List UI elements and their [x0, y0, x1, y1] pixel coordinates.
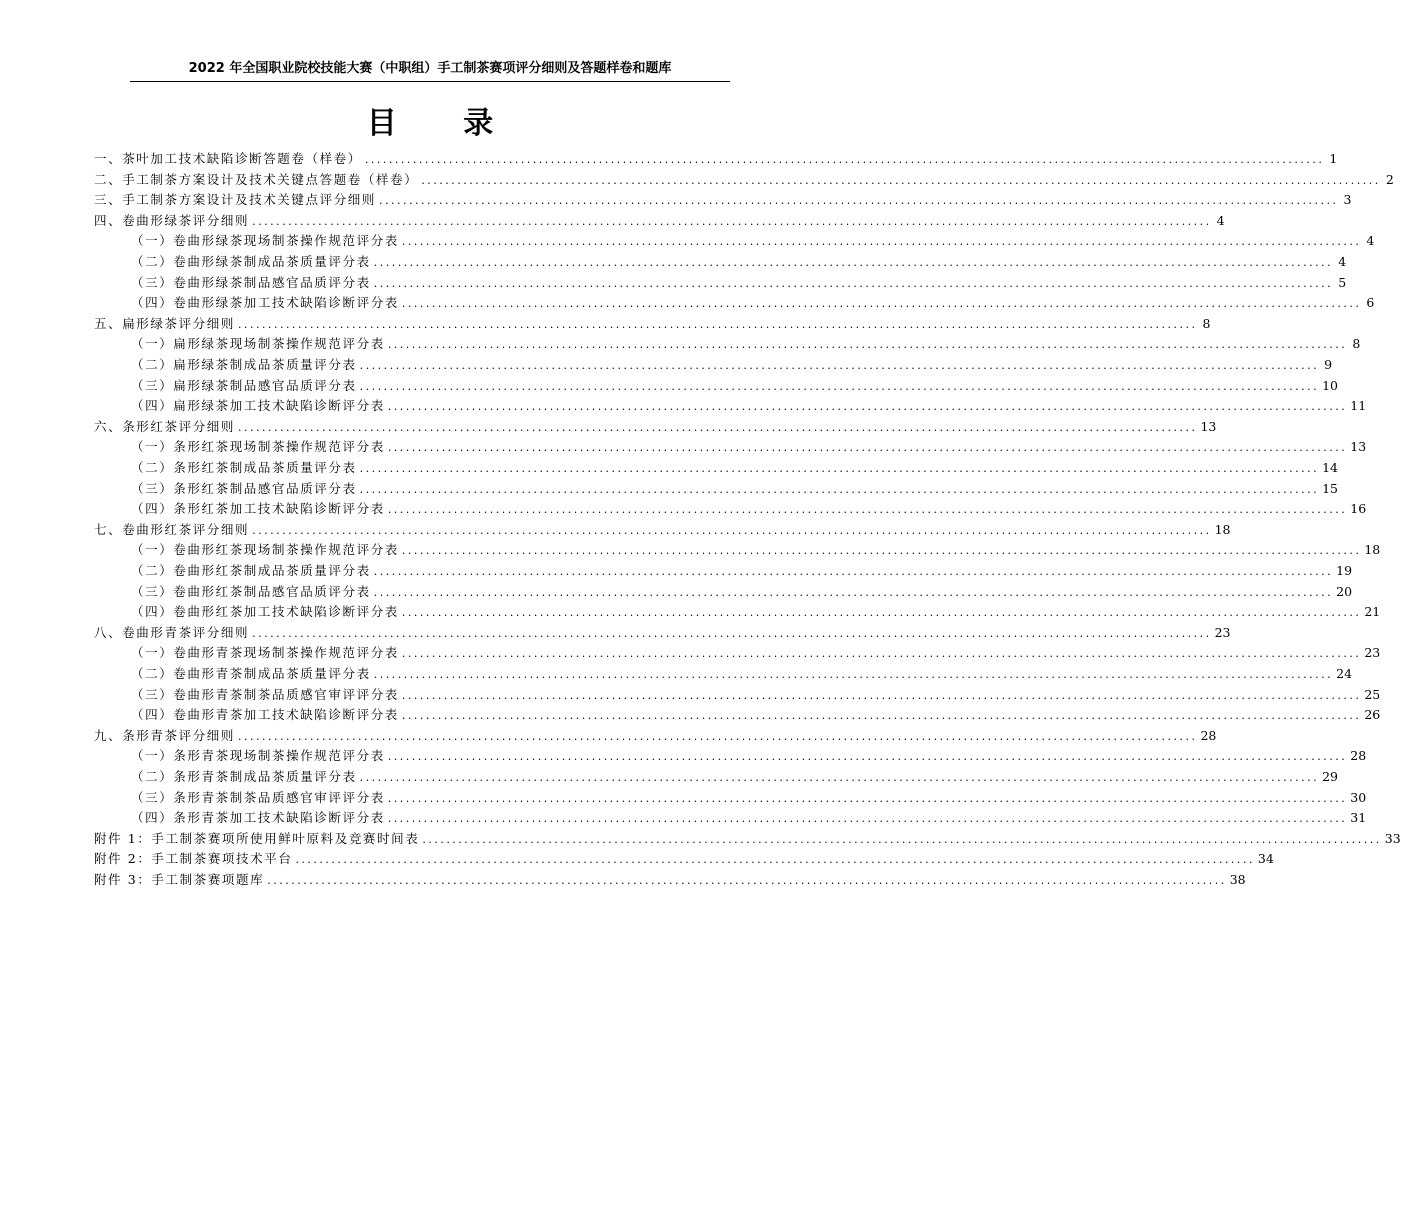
toc-entry-page-number: 5 — [1338, 274, 1347, 290]
toc-dot-leader: ................................................................................................................................................................ — [401, 297, 1362, 311]
toc-dot-leader: ................................................................................................................................................................ — [401, 235, 1362, 249]
toc-entry-page-number: 16 — [1350, 501, 1367, 517]
toc-entry-text: （四）扁形绿茶加工技术缺陷诊断评分表 — [131, 398, 385, 414]
toc-dot-leader: ................................................................................................................................................................ — [252, 523, 1212, 537]
toc-entry-text: （一）扁形绿茶现场制茶操作规范评分表 — [131, 336, 385, 352]
toc-entry-page-number: 33 — [1384, 830, 1401, 846]
toc-entry-text: （一）卷曲形绿茶现场制茶操作规范评分表 — [131, 233, 399, 249]
toc-entry-page-number: 8 — [1352, 336, 1361, 352]
toc-entry[interactable] — [131, 539, 1381, 559]
toc-entry[interactable] — [131, 807, 1367, 827]
toc-entry-text: （一）条形青茶现场制茶操作规范评分表 — [131, 748, 385, 764]
toc-dot-leader: ................................................................................................................................................................ — [387, 812, 1348, 826]
toc-entry-text: 附件 1：手工制茶赛项所使用鲜叶原料及竞赛时间表 — [94, 830, 420, 846]
page-header-title: 2022 年全国职业院校技能大赛（中职组）手工制茶赛项评分细则及答题样卷和题库 — [188, 61, 672, 76]
toc-entry[interactable] — [131, 395, 1367, 415]
toc-entry[interactable] — [131, 663, 1353, 683]
toc-entry[interactable] — [131, 642, 1381, 662]
toc-dot-leader: ................................................................................................................................................................ — [379, 194, 1339, 208]
toc-entry-text: 八、卷曲形青茶评分细则 — [94, 624, 250, 640]
toc-entry-text: （三）条形青茶制茶品质感官审评评分表 — [131, 789, 385, 805]
toc-dot-leader: ................................................................................................................................................................ — [373, 256, 1334, 269]
toc-entry-page-number: 26 — [1364, 707, 1381, 723]
toc-entry-text: （四）卷曲形青茶加工技术缺陷诊断评分表 — [131, 707, 399, 723]
toc-dot-leader: ................................................................................................................................................................ — [238, 420, 1198, 434]
toc-entry[interactable] — [94, 519, 1231, 539]
toc-entry-page-number: 1 — [1329, 151, 1338, 166]
toc-entry[interactable] — [131, 230, 1375, 250]
toc-dot-leader: ................................................................................................................................................................ — [238, 729, 1198, 743]
toc-entry-text: （一）卷曲形青茶现场制茶操作规范评分表 — [131, 645, 399, 661]
toc-entry[interactable] — [94, 622, 1231, 642]
toc-entry[interactable] — [94, 169, 1394, 189]
toc-dot-leader: ................................................................................................................................................................ — [359, 379, 1320, 393]
toc-entry-page-number: 4 — [1366, 233, 1375, 249]
toc-entry-page-number: 2 — [1385, 171, 1394, 187]
toc-entry-page-number: 11 — [1350, 398, 1367, 414]
toc-dot-leader: ................................................................................................................................................................ — [422, 832, 1382, 846]
toc-entry-text: 九、条形青茶评分细则 — [94, 727, 236, 743]
toc-entry-page-number: 10 — [1322, 377, 1338, 393]
header-rule — [130, 81, 730, 82]
toc-entry-page-number: 13 — [1350, 439, 1367, 455]
toc-entry[interactable] — [94, 828, 1401, 848]
toc-dot-leader: ................................................................................................................................................................ — [359, 359, 1320, 372]
toc-entry-text: 二、手工制茶方案设计及技术关键点答题卷（样卷） — [94, 171, 419, 187]
toc-entry-text: （二）条形青茶制成品茶质量评分表 — [131, 769, 357, 784]
toc-entry-page-number: 38 — [1229, 872, 1246, 887]
toc-entry-page-number: 31 — [1350, 810, 1367, 826]
toc-entry-text: （二）卷曲形红茶制成品茶质量评分表 — [131, 563, 371, 578]
toc-entry[interactable] — [94, 416, 1217, 436]
toc-entry[interactable] — [131, 787, 1367, 807]
toc-entry[interactable] — [131, 704, 1381, 724]
toc-title: 目 录 — [366, 106, 522, 141]
toc-dot-leader: ................................................................................................................................................................ — [401, 544, 1362, 558]
toc-dot-leader: ................................................................................................................................................................ — [295, 853, 1255, 867]
toc-dot-leader: ................................................................................................................................................................ — [401, 647, 1362, 661]
toc-entry-page-number: 23 — [1364, 645, 1381, 661]
toc-entry-text: （四）条形红茶加工技术缺陷诊断评分表 — [131, 501, 385, 517]
toc-dot-leader: ................................................................................................................................................................ — [359, 482, 1320, 496]
toc-entry[interactable] — [131, 745, 1367, 765]
toc-entry[interactable] — [94, 848, 1274, 868]
toc-entry-page-number: 14 — [1322, 460, 1338, 475]
toc-entry-page-number: 13 — [1200, 418, 1217, 434]
toc-dot-leader: ................................................................................................................................................................ — [387, 791, 1348, 805]
toc-entry-page-number: 25 — [1364, 686, 1381, 702]
toc-entry-text: 六、条形红茶评分细则 — [94, 418, 236, 434]
toc-entry-text: （三）卷曲形绿茶制品感官品质评分表 — [131, 274, 371, 290]
toc-entry[interactable] — [131, 272, 1347, 292]
toc-dot-leader: ................................................................................................................................................................ — [387, 503, 1348, 517]
toc-entry-text: （一）卷曲形红茶现场制茶操作规范评分表 — [131, 542, 399, 558]
toc-dot-leader: ................................................................................................................................................................ — [373, 565, 1334, 578]
toc-entry-page-number: 4 — [1338, 254, 1347, 269]
toc-entry-page-number: 3 — [1343, 192, 1352, 208]
toc-entry-text: （三）条形红茶制品感官品质评分表 — [131, 480, 357, 496]
toc-dot-leader: ................................................................................................................................................................ — [359, 462, 1320, 475]
toc-dot-leader: ................................................................................................................................................................ — [238, 317, 1198, 331]
toc-entry-page-number: 23 — [1214, 624, 1231, 640]
toc-entry[interactable] — [131, 560, 1353, 580]
toc-entry-page-number: 20 — [1336, 583, 1353, 599]
toc-entry[interactable] — [94, 869, 1246, 889]
toc-entry-page-number: 34 — [1257, 851, 1274, 867]
toc-entry-text: （一）条形红茶现场制茶操作规范评分表 — [131, 439, 385, 455]
toc-entry[interactable] — [94, 725, 1217, 745]
toc-entry[interactable] — [131, 333, 1361, 353]
toc-entry-text: 四、卷曲形绿茶评分细则 — [94, 212, 250, 228]
toc-entry[interactable] — [131, 766, 1338, 786]
toc-entry[interactable] — [131, 292, 1375, 312]
toc-entry-page-number: 19 — [1336, 563, 1353, 578]
toc-entry-text: 附件 3：手工制茶赛项题库 — [94, 872, 265, 887]
toc-dot-leader: ................................................................................................................................................................ — [373, 276, 1334, 290]
toc-entry[interactable] — [94, 210, 1225, 230]
toc-entry[interactable] — [131, 498, 1367, 518]
toc-dot-leader: ................................................................................................................................................................ — [401, 606, 1362, 620]
toc-entry-page-number: 21 — [1364, 604, 1381, 620]
toc-entry[interactable] — [94, 189, 1352, 209]
toc-entry-page-number: 18 — [1214, 521, 1231, 537]
toc-entry[interactable] — [131, 601, 1381, 621]
toc-entry-text: （三）卷曲形青茶制茶品质感官审评评分表 — [131, 686, 399, 702]
toc-dot-leader: ................................................................................................................................................................ — [373, 585, 1334, 599]
toc-entry-page-number: 24 — [1336, 666, 1353, 681]
toc-entry-page-number: 6 — [1366, 295, 1375, 311]
toc-entry-page-number: 8 — [1202, 315, 1211, 331]
toc-entry-page-number: 30 — [1350, 789, 1367, 805]
toc-entry-page-number: 15 — [1322, 480, 1338, 496]
toc-entry[interactable] — [94, 313, 1211, 333]
toc-dot-leader: ................................................................................................................................................................ — [373, 668, 1334, 681]
toc-entry-text: （三）扁形绿茶制品感官品质评分表 — [131, 377, 357, 393]
toc-dot-leader: ................................................................................................................................................................ — [252, 626, 1212, 640]
toc-entry-text: （二）卷曲形绿茶制成品茶质量评分表 — [131, 254, 371, 269]
toc-dot-leader: ................................................................................................................................................................ — [387, 750, 1348, 764]
toc-entry-page-number: 18 — [1364, 542, 1381, 558]
toc-dot-leader: ................................................................................................................................................................ — [364, 153, 1325, 166]
toc-entry[interactable] — [131, 251, 1347, 271]
toc-entry-text: （四）卷曲形绿茶加工技术缺陷诊断评分表 — [131, 295, 399, 311]
toc-entry-text: （二）卷曲形青茶制成品茶质量评分表 — [131, 666, 371, 681]
toc-entry-page-number: 28 — [1350, 748, 1367, 764]
toc-entry[interactable] — [131, 436, 1367, 456]
toc-dot-leader: ................................................................................................................................................................ — [359, 771, 1320, 784]
toc-entry-text: （三）卷曲形红茶制品感官品质评分表 — [131, 583, 371, 599]
toc-entry-page-number: 28 — [1200, 727, 1217, 743]
toc-entry[interactable] — [131, 375, 1338, 395]
toc-entry-text: （四）条形青茶加工技术缺陷诊断评分表 — [131, 810, 385, 826]
toc-entry-text: 五、扁形绿茶评分细则 — [94, 315, 236, 331]
toc-entry[interactable] — [131, 354, 1333, 374]
toc-entry-text: 七、卷曲形红茶评分细则 — [94, 521, 250, 537]
toc-entry-page-number: 9 — [1324, 357, 1333, 372]
toc-entry-text: 一、茶叶加工技术缺陷诊断答题卷（样卷） — [94, 151, 362, 166]
toc-dot-leader: ................................................................................................................................................................ — [421, 173, 1381, 187]
toc-entry[interactable] — [131, 684, 1381, 704]
toc-dot-leader: ................................................................................................................................................................ — [387, 441, 1348, 455]
toc-entry[interactable] — [131, 457, 1338, 477]
toc-entry-text: （二）扁形绿茶制成品茶质量评分表 — [131, 357, 357, 372]
toc-entry-text: 三、手工制茶方案设计及技术关键点评分细则 — [94, 192, 377, 208]
toc-entry[interactable] — [131, 581, 1353, 601]
toc-dot-leader: ................................................................................................................................................................ — [401, 688, 1362, 702]
toc-entry-page-number: 29 — [1322, 769, 1338, 784]
toc-entry-text: 附件 2：手工制茶赛项技术平台 — [94, 851, 293, 867]
toc-dot-leader: ................................................................................................................................................................ — [401, 709, 1362, 723]
toc-entry-page-number: 4 — [1216, 212, 1225, 228]
toc-entry-text: （二）条形红茶制成品茶质量评分表 — [131, 460, 357, 475]
toc-entry-text: （四）卷曲形红茶加工技术缺陷诊断评分表 — [131, 604, 399, 620]
toc-dot-leader: ................................................................................................................................................................ — [267, 874, 1227, 887]
toc-entry[interactable] — [94, 148, 1338, 168]
toc-dot-leader: ................................................................................................................................................................ — [387, 400, 1348, 414]
toc-dot-leader: ................................................................................................................................................................ — [387, 338, 1348, 352]
toc-entry[interactable] — [131, 478, 1338, 498]
toc-dot-leader: ................................................................................................................................................................ — [252, 214, 1212, 228]
